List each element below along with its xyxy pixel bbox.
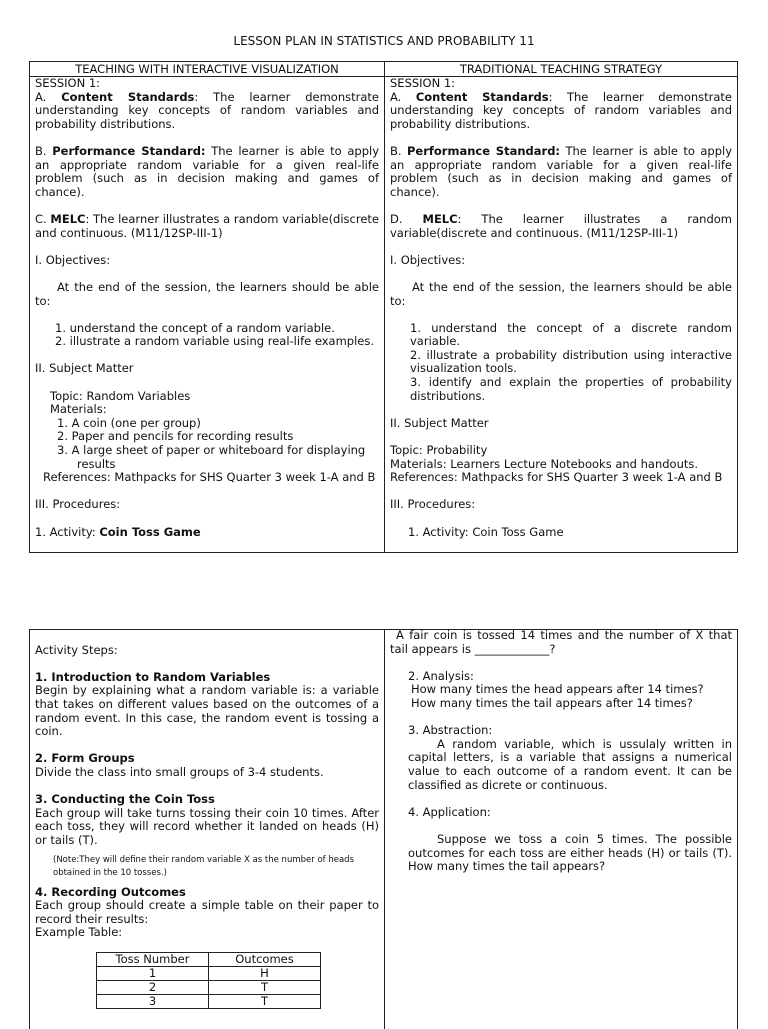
table-cell: H [209,967,321,981]
traditional-strategy-column [385,630,737,1029]
analysis-question: How many times the head appears after 14 times? [411,682,704,697]
list-item: 1. understand the concept of a random variable. [55,320,335,335]
traditional-strategy-column [385,62,737,552]
interactive-visualization-column [30,62,385,552]
step-4-text: Each group should create a simple table on their paper to record their results: [35,898,379,926]
table-cell: T [209,995,321,1009]
abstraction-heading: 3. Abstraction: [408,723,493,738]
session-label: SESSION 1: [390,76,456,90]
note: (Note:They will define their random variable X as the number of heads obtained in the 10 tosses.) [53,854,354,878]
objectives-intro: At the end of the session, the learners should be able to: [35,279,379,308]
melc: D. MELC: The learner illustrates a random variable(discrete and continuous. (M11/12SP-III-1) [390,211,733,240]
step-4-title: 4. Recording Outcomes [35,884,186,899]
table-row [97,967,321,981]
procedures-heading: III. Procedures: [35,497,121,512]
objectives-intro: At the end of the session, the learners should be able to: [390,279,732,308]
interactive-visualization-column [30,630,385,1029]
step-1-title: 1. Introduction to Random Variables [35,669,271,684]
application-text: Suppose we toss a coin 5 times. The possible outcomes for each toss are either heads (H) or tails (T). How many times the tail appears? [408,831,732,874]
objectives-list [390,322,732,404]
analysis-heading: 2. Analysis: [408,668,474,683]
session-label: SESSION 1: [35,76,101,90]
list-item: 1. A coin (one per group) [57,415,201,430]
melc: C. MELC: The learner illustrates a random variable(discrete and continuous. (M11/12SP-III-1) [35,211,379,240]
example-table-label: Example Table: [35,925,123,940]
objectives-heading: I. Objectives: [35,252,111,267]
list-item: 3. A large sheet of paper or whiteboard for displaying results [57,443,366,471]
question: A fair coin is tossed 14 times and the number of X that tail appears is _____________? [390,630,732,656]
references: References: Mathpacks for SHS Quarter 3 week 1-A and B [390,470,723,485]
activity-steps-label: Activity Steps: [35,642,118,657]
table-row [97,981,321,995]
list-item: 3. identify and explain the properties of probability distributions. [410,375,732,403]
materials: Materials: Learners Lecture Notebooks and handouts. [390,456,699,471]
step-2-title: 2. Form Groups [35,751,135,766]
step-3-text: Each group will take turns tossing their coin 10 times. After each toss, they will record whether it landed on heads (H) or tails (T). [35,805,379,847]
analysis-question: How many times the tail appears after 14 times? [411,695,693,710]
table-header: Outcomes [209,953,321,967]
list-item: 2. Paper and pencils for recording results [57,429,294,444]
page-title: LESSON PLAN IN STATISTICS AND PROBABILITY 11 [233,34,535,48]
topic: Topic: Probability [390,443,488,458]
performance-standard: B. Performance Standard: The learner is able to apply an appropriate random variable for a given real-life problem (such as in decision making and games of chance). [390,143,733,199]
column-header-interactive: TEACHING WITH INTERACTIVE VISUALIZATION [30,62,384,77]
step-3-title: 3. Conducting the Coin Toss [35,792,215,807]
objectives-list [35,322,379,349]
materials-label: Materials: [50,402,107,417]
lesson-plan-table-continued [29,629,738,1029]
abstraction-text: A random variable, which is ussulaly written in capital letters, is a variable that assigns a numerical value to each outcome of a random event. It can be classified as dicrete or continuous. [408,736,732,792]
list-item: 2. illustrate a probability distribution using interactive visualization tools. [410,347,732,376]
activity: 1. Activity: Coin Toss Game [408,524,564,539]
example-table [96,952,321,1009]
topic: Topic: Random Variables [50,388,191,403]
lesson-plan-table [29,61,738,553]
table-header: Toss Number [97,953,209,967]
step-1-text: Begin by explaining what a random variable is: a variable that takes on different values based on the outcomes of a random event. In this case, the random event is tossing a coin. [35,683,379,739]
list-item: 1. understand the concept of a discrete random variable. [410,320,732,349]
table-cell: 3 [97,995,209,1009]
table-cell: 2 [97,981,209,995]
table-cell: 1 [97,967,209,981]
content-standards: A. Content Standards: The learner demonstrate understanding key concepts of random variables and probability distributions. [35,89,379,131]
content-standards: A. Content Standards: The learner demonstrate understanding key concepts of random variables and probability distributions. [390,89,733,131]
table-header-row [97,953,321,967]
list-item: 2. illustrate a random variable using real-life examples. [55,334,375,349]
activity: 1. Activity: Coin Toss Game [35,524,201,539]
procedures-heading: III. Procedures: [390,497,476,512]
step-2-text: Divide the class into small groups of 3-4 students. [35,764,324,779]
subject-matter-heading: II. Subject Matter [390,415,489,430]
references: References: Mathpacks for SHS Quarter 3 week 1-A and B [43,470,376,485]
table-cell: T [209,981,321,995]
subject-matter-heading: II. Subject Matter [35,361,134,376]
objectives-heading: I. Objectives: [390,252,466,267]
performance-standard: B. Performance Standard: The learner is able to apply an appropriate random variable for a given real-life problem (such as in decision making and games of chance). [35,143,380,199]
column-header-traditional: TRADITIONAL TEACHING STRATEGY [385,62,737,77]
materials-list [35,417,379,471]
table-row [97,995,321,1009]
application-heading: 4. Application: [408,804,491,819]
